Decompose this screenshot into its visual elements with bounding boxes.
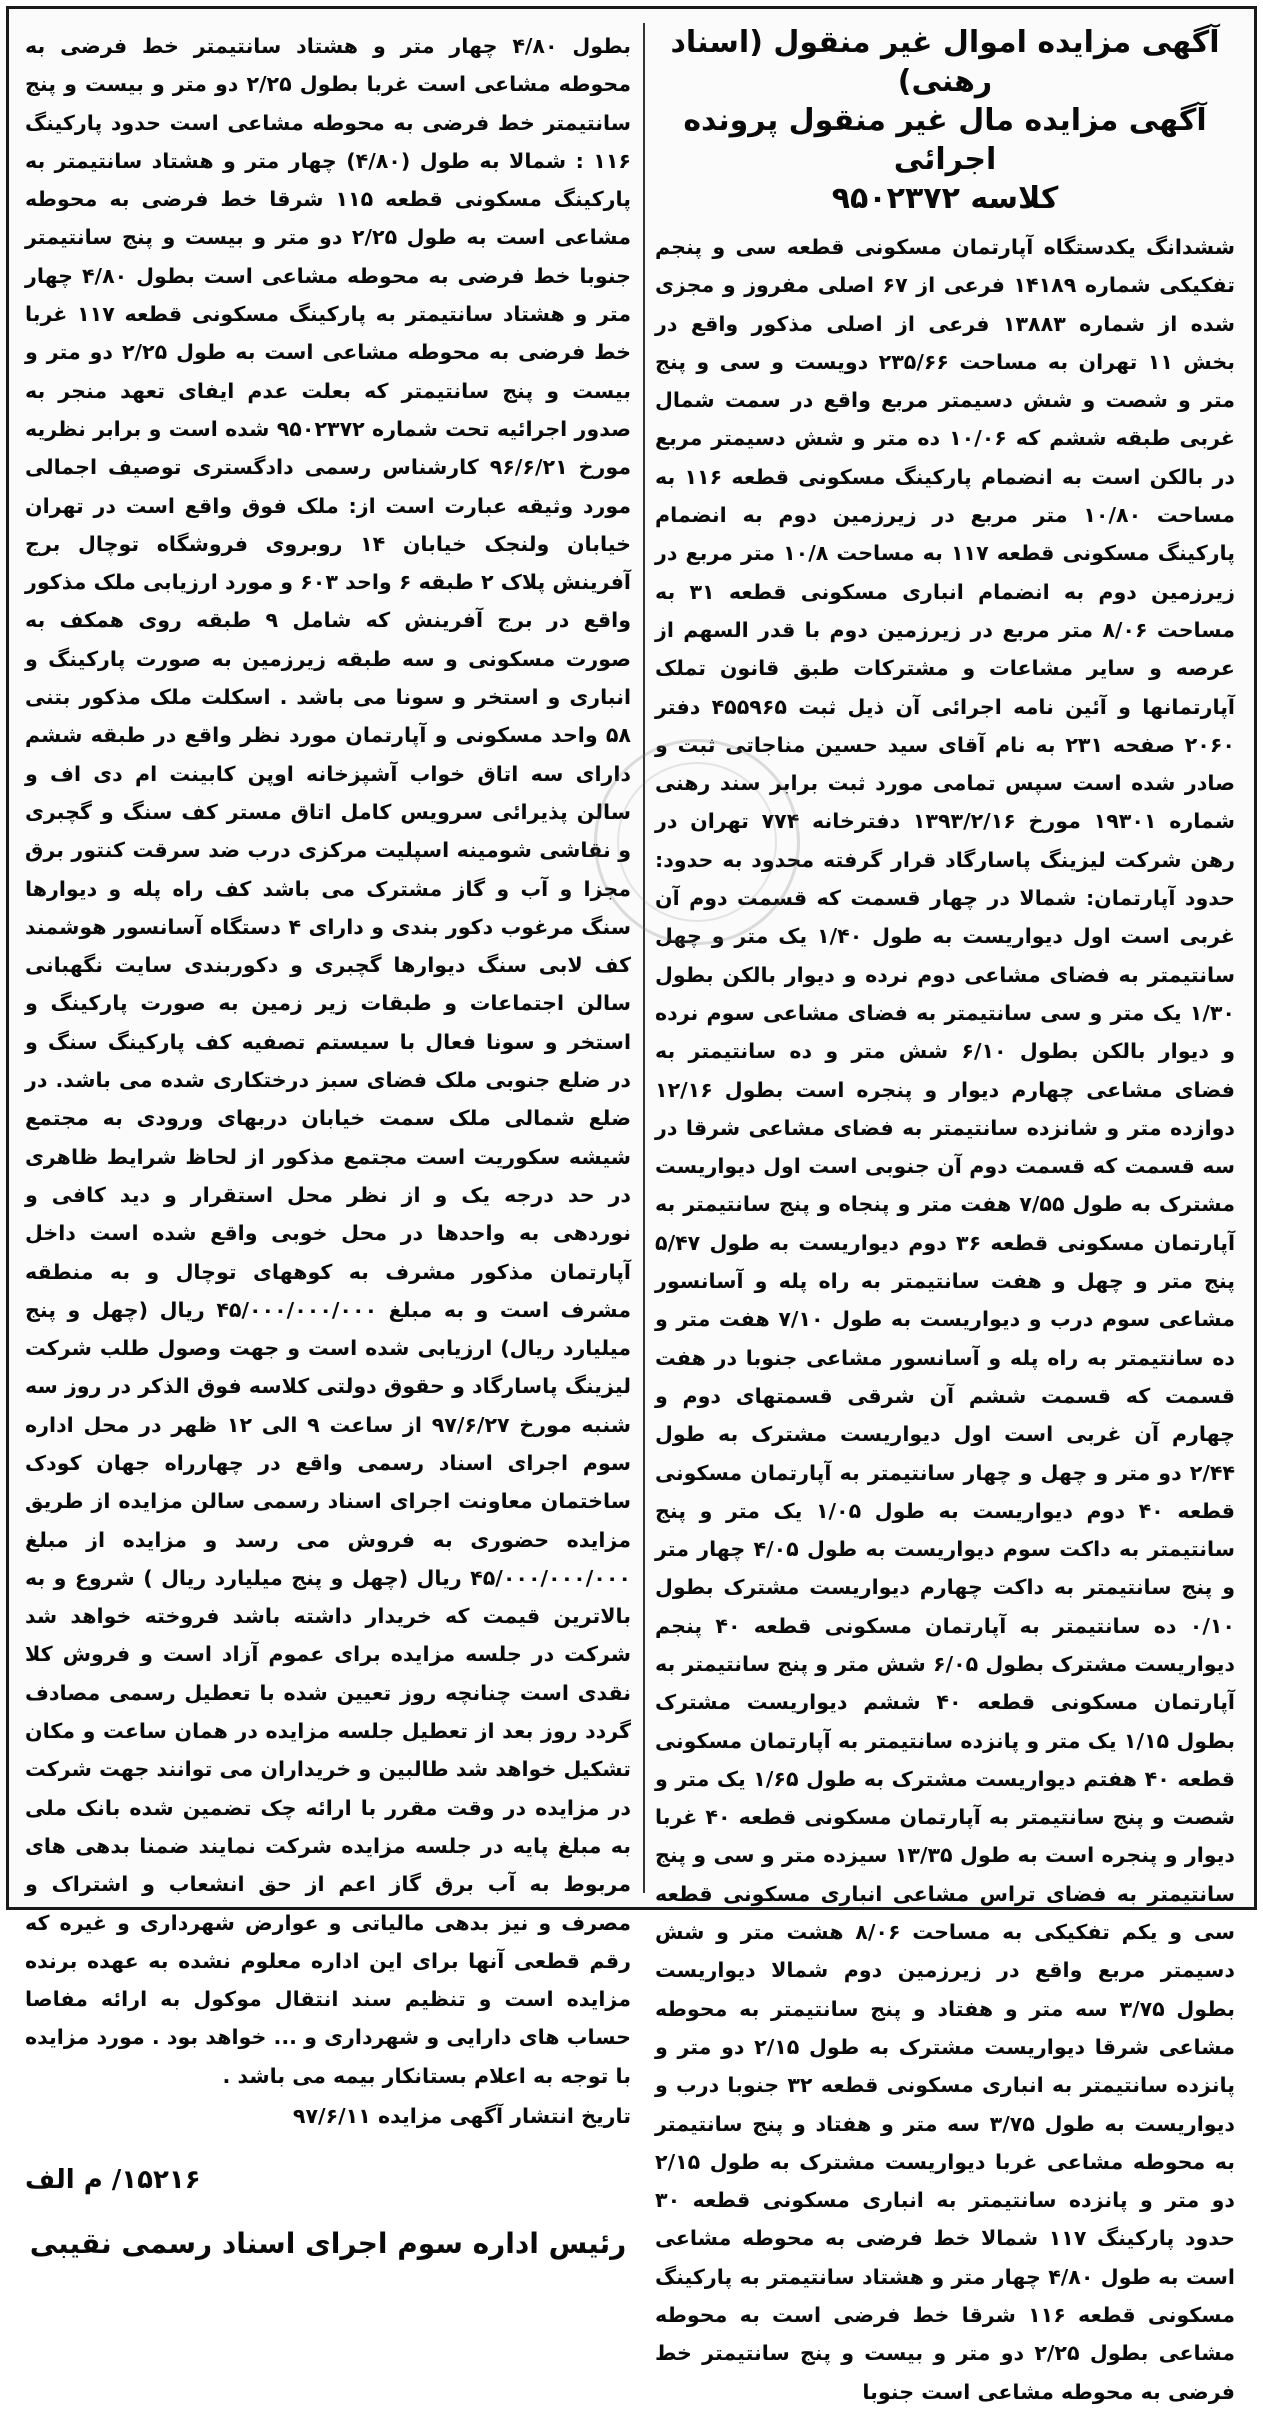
publish-date: تاریخ انتشار آگهی مزایده ۹۷/۶/۱۱	[292, 2104, 631, 2129]
notice-title-line-1: آگهی مزایده اموال غیر منقول (اسناد رهنی)	[670, 25, 1220, 99]
notice-title-line-2: آگهی مزایده مال غیر منقول پرونده اجرائی	[683, 103, 1207, 177]
notice-columns	[25, 23, 1238, 2404]
notice-page	[6, 6, 1257, 2404]
right-column-body: ششدانگ یکدستگاه آپارتمان مسکونی قطعه سی و پنجم تفکیکی شماره ۱۴۱۸۹ فرعی از ۶۷ اصلی مفروز و مجزی شده از شماره ۱۳۸۸۳ فرعی از اصلی مذکور واقع در بخش ۱۱ تهران به مساحت ۲۳۵/۶۶ دویست و سی و پنج متر و شصت و شش دسیمتر مربع واقع در سمت شمال غربی طبقه ششم که ۱۰/۰۶ ده متر و شش دسیمتر مربع در بالکن است به انضمام پارکینگ مسکونی قطعه ۱۱۶ به مساحت ۱۰/۸۰ متر مربع در زیرزمین دوم به انضمام پارکینگ مسکونی قطعه ۱۱۷ به مساحت ۱۰/۸ متر مربع در زیرزمین دوم به انضمام انباری مسکونی قطعه ۳۱ به مساحت ۸/۰۶ متر مربع در زیرزمین دوم با قدر السهم از عرصه و سایر مشاعات و مشترکات طبق قانون تملک آپارتمانها و آئین نامه اجرائی آن ذیل ثبت ۴۵۵۹۶۵ دفتر ۲۰۶۰ صفحه ۲۳۱ به نام آقای سید حسین مناجاتی ثبت و صادر شده است سپس تمامی مورد ثبت برابر سند رهنی شماره ۱۹۳۰۱ مورخ ۱۳۹۳/۲/۱۶ دفترخانه ۷۷۴ تهران در رهن شرکت لیزینگ پاسارگاد قرار گرفته محدود به حدود: حدود آپارتمان: شمالا در چهار قسمت که قسمت دوم آن غربی است اول دیواریست به طول ۱/۴۰ یک متر و چهل سانتیمتر به فضای مشاعی دوم نرده و دیوار بالکن بطول ۱/۳۰ یک متر و سی سانتیمتر به فضای مشاعی سوم نرده و دیوار بالکن بطول ۶/۱۰ شش متر و ده سانتیمتر به فضای مشاعی چهارم دیوار و پنجره است بطول ۱۲/۱۶ دوازده متر و شانزده سانتیمتر به فضای مشاعی شرقا در سه قسمت که قسمت دوم آن جنوبی است اول دیواریست مشترک به طول ۷/۵۵ هفت متر و پنجاه و پنج سانتیمتر به آپارتمان مسکونی قطعه ۳۶ دوم دیواریست به طول ۵/۴۷ پنج متر و چهل و هفت سانتیمتر به راه پله و آسانسور مشاعی سوم درب و دیواریست به طول ۷/۱۰ هفت متر و ده سانتیمتر به راه پله و آسانسور مشاعی جنوبا در هفت قسمت که قسمت ششم آن شرقی قسمتهای دوم و چهارم آن غربی است اول دیواریست مشترک به طول ۲/۴۴ دو متر و چهل و چهار سانتیمتر به آپارتمان مسکونی قطعه ۴۰ دوم دیواریست به طول ۱/۰۵ یک متر و پنج سانتیمتر به داکت سوم دیواریست به طول ۴/۰۵ چهار متر و پنج سانتیمتر به داکت چهارم دیواریست مشترک بطول ۰/۱۰ ده سانتیمتر به آپارتمان مسکونی قطعه ۴۰ پنجم دیواریست مشترک بطول ۶/۰۵ شش متر و پنج سانتیمتر به آپارتمان مسکونی قطعه ۴۰ ششم دیواریست مشترک بطول ۱/۱۵ یک متر و پانزده سانتیمتر به آپارتمان مسکونی قطعه ۴۰ هفتم دیواریست مشترک به طول ۱/۶۵ یک متر و شصت و پنج سانتیمتر به آپارتمان مسکونی قطعه ۴۰ غربا دیوار و پنجره است به طول ۱۳/۳۵ سیزده متر و سی و پنج سانتیمتر به فضای تراس مشاعی انباری مسکونی قطعه سی و یکم تفکیکی به مساحت ۸/۰۶ هشت متر و شش دسیمتر مربع واقع در زیرزمین دوم شمالا دیواریست بطول ۳/۷۵ سه متر و هفتاد و پنج سانتیمتر به محوطه مشاعی شرقا دیواریست مشترک به طول ۲/۱۵ دو متر و پانزده سانتیمتر به انباری مسکونی قطعه ۳۲ جنوبا درب و دیواریست به طول ۳/۷۵ سه متر و هفتاد و پنج سانتیمتر به محوطه مشاعی غربا دیواریست مشترک به طول ۲/۱۵ دو متر و پانزده سانتیمتر به انباری مسکونی قطعه ۳۰ حدود پارکینگ ۱۱۷ شمالا خط فرضی به محوطه مشاعی است به طول ۴/۸۰ چهار متر و هشتاد سانتیمتر به پارکینگ مسکونی قطعه ۱۱۶ شرقا خط فرضی است به محوطه مشاعی بطول ۲/۲۵ دو متر و بیست و پنج سانتیمتر خط فرضی به محوطه مشاعی است جنوبا	[655, 235, 1236, 2404]
signature-line: رئیس اداره سوم اجرای اسناد رسمی نقیبی	[29, 2227, 627, 2261]
reference-number: ۱۵۲۱۶/ م الف	[25, 2165, 201, 2196]
left-column-body: بطول ۴/۸۰ چهار متر و هشتاد سانتیمتر خط فرضی به محوطه مشاعی است غربا بطول ۲/۲۵ دو متر و بیست و پنج سانتیمتر خط فرضی به محوطه مشاعی است حدود پارکینگ ۱۱۶ : شمالا به طول (۴/۸۰) چهار متر و هشتاد سانتیمتر به پارکینگ مسکونی قطعه ۱۱۵ شرقا خط فرضی به محوطه مشاعی است به طول ۲/۲۵ دو متر و بیست و پنج سانتیمتر جنوبا خط فرضی به محوطه مشاعی است بطول ۴/۸۰ چهار متر و هشتاد سانتیمتر به پارکینگ مسکونی قطعه ۱۱۷ غربا خط فرضی به محوطه مشاعی است به طول ۲/۲۵ دو متر و بیست و پنج سانتیمتر که بعلت عدم ایفای تعهد منجر به صدور اجرائیه تحت شماره ۹۵۰۲۳۷۲ شده است و برابر نظریه مورخ ۹۶/۶/۲۱ کارشناس رسمی دادگستری توصیف اجمالی مورد وثیقه عبارت است از: ملک فوق واقع است در تهران خیابان ولنجک خیابان ۱۴ روبروی فروشگاه توچال برج آفرینش پلاک ۲ طبقه ۶ واحد ۶۰۳ و مورد ارزیابی ملک مذکور واقع در برج آفرینش که شامل ۹ طبقه روی همکف به صورت مسکونی و سه طبقه زیرزمین به صورت پارکینگ و انباری و استخر و سونا می باشد . اسکلت ملک مذکور بتنی ۵۸ واحد مسکونی و آپارتمان مورد نظر واقع در طبقه ششم دارای سه اتاق خواب آشپزخانه اوپن کابینت ام دی اف و سالن پذیرائی سرویس کامل اتاق مستر کف سنگ و گچبری و نقاشی شومینه اسپلیت مرکزی درب ضد سرقت کنتور برق مجزا و آب و گاز مشترک می باشد کف راه پله و دیوارها سنگ مرغوب دکور بندی و دارای ۴ دستگاه آسانسور هوشمند کف لابی سنگ دیوارها گچبری و دکوربندی سایت نگهبانی سالن اجتماعات و طبقات زیر زمین به صورت پارکینگ و استخر و سونا فعال با سیستم تصفیه کف پارکینگ سنگ و در ضلع جنوبی ملک فضای سبز درختکاری شده می باشد. در ضلع شمالی ملک سمت خیابان دربهای ورودی به مجتمع شیشه سکوریت است مجتمع مذکور از لحاظ شرایط ظاهری در حد درجه یک و از نظر محل استقرار و دید کافی و نوردهی به واحدها در محل خوبی واقع شده است داخل آپارتمان مذکور مشرف به کوههای توچال و به منطقه مشرف است و به مبلغ ۴۵/۰۰۰/۰۰۰/۰۰۰ ریال (چهل و پنج میلیارد ریال) ارزیابی شده است و جهت وصول طلب شرکت لیزینگ پاسارگاد و حقوق دولتی کلاسه فوق الذکر در روز سه شنبه مورخ ۹۷/۶/۲۷ از ساعت ۹ الی ۱۲ ظهر در محل اداره سوم اجرای اسناد رسمی واقع در چهارراه جهان کودک ساختمان معاونت اجرای اسناد رسمی سالن مزایده از طریق مزایده حضوری به فروش می رسد و مزایده از مبلغ ۴۵/۰۰۰/۰۰۰/۰۰۰ ریال (چهل و پنج میلیارد ریال ) شروع و به بالاترین قیمت که خریدار داشته باشد فروخته خواهد شد شرکت در جلسه مزایده برای عموم آزاد است و فروش کلا نقدی است چنانچه روز تعیین شده با تعطیل رسمی مصادف گردد روز بعد از تعطیل جلسه مزایده در همان ساعت و مکان تشکیل خواهد شد طالبین و خریداران می توانند جهت شرکت در مزایده در وقت مقرر با ارائه چک تضمین شده بانک ملی به مبلغ پایه در جلسه مزایده شرکت نمایند ضمنا بدهی های مربوط به آب برق گاز اعم از حق انشعاب و اشتراک و مصرف و نیز بدهی مالیاتی و عوارض شهرداری و غیره که رقم قطعی آنها برای این اداره معلوم نشده به عهده برنده مزایده است و تنظیم سند انتقال موکول به ارائه مفاصا حساب های دارایی و شهرداری و ... خواهد بود . مورد مزایده با توجه به اعلام بستانکار بیمه می باشد .	[25, 34, 632, 2088]
left-column	[25, 23, 645, 2261]
case-number: کلاسه ۹۵۰۲۳۷۲	[831, 181, 1059, 216]
right-column	[645, 23, 1236, 2404]
